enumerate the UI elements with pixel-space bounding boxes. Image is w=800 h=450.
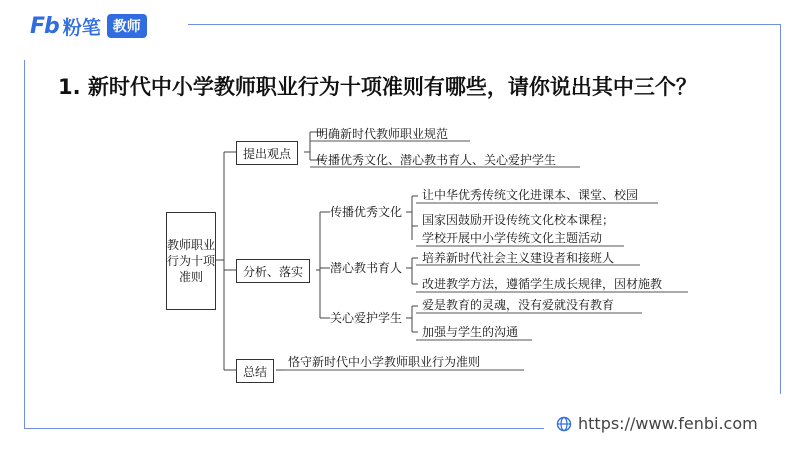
frame-right-line	[780, 24, 781, 394]
sub-culture: 传播优秀文化	[330, 205, 403, 219]
mindmap-root: 教师职业行为十项准则	[166, 212, 216, 310]
footer-url[interactable]: https://www.fenbi.com	[578, 414, 758, 433]
brand-name: 粉笔	[62, 16, 101, 39]
frame-bottom-line	[24, 428, 544, 429]
globe-icon	[556, 416, 572, 432]
caring-item-1: 爱是教育的灵魂，没有爱就没有教育	[422, 298, 615, 312]
frame-left-line	[24, 60, 25, 428]
culture-item-3: 学校开展中小学传统文化主题活动	[422, 231, 603, 245]
teaching-item-1: 培养新时代社会主义建设者和接班人	[422, 251, 615, 265]
culture-item-2: 国家因鼓励开设传统文化校本课程；	[422, 213, 615, 227]
sub-caring: 关心爱护学生	[330, 311, 403, 325]
branch-propose: 提出观点	[236, 141, 298, 165]
branch-summary: 总结	[236, 359, 274, 383]
fb-logo-icon: Fb	[30, 13, 59, 39]
footer-link[interactable]	[556, 414, 758, 433]
caring-item-2: 加强与学生的沟通	[422, 325, 519, 339]
summary-item-1: 恪守新时代中小学教师职业行为准则	[288, 355, 481, 369]
brand-badge: 教师	[107, 14, 147, 38]
branch-analyze: 分析、落实	[236, 259, 310, 283]
culture-item-1: 让中华优秀传统文化进课本、课堂、校园	[422, 188, 639, 202]
frame-top-line	[188, 24, 780, 25]
propose-item-1: 明确新时代教师职业规范	[316, 127, 449, 141]
propose-item-2: 传播优秀文化、潜心教书育人、关心爱护学生	[316, 153, 557, 167]
question-title: 1. 新时代中小学教师职业行为十项准则有哪些，请你说出其中三个？	[58, 75, 697, 99]
sub-teaching: 潜心教书育人	[330, 261, 403, 275]
brand-logo	[30, 14, 147, 38]
teaching-item-2: 改进教学方法，遵循学生成长规律，因材施教	[422, 277, 663, 291]
